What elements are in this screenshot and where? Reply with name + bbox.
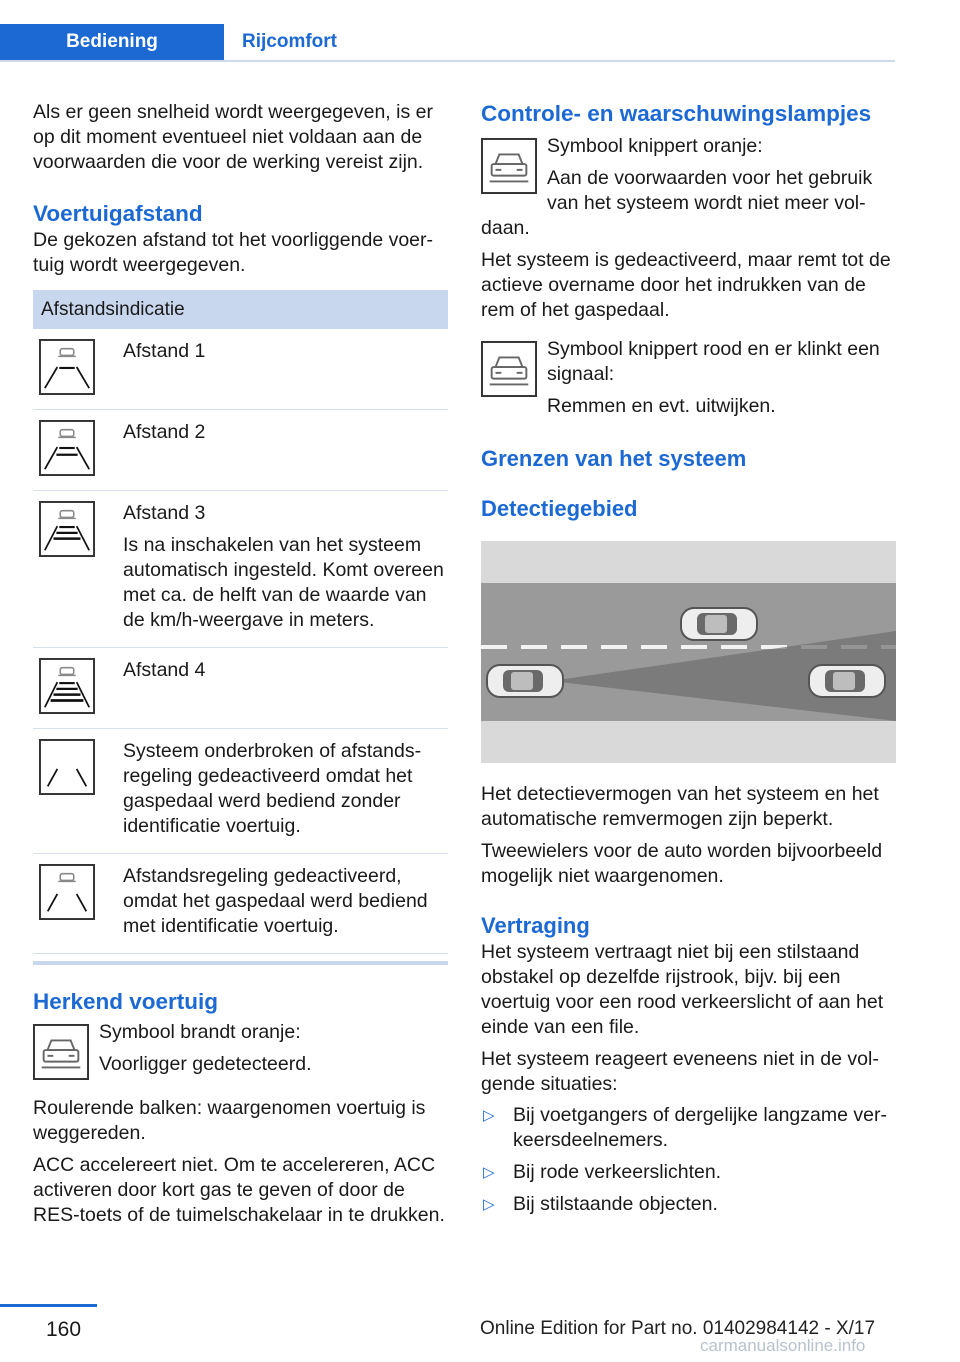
- table-row: [33, 729, 448, 854]
- distance-3-icon: [39, 501, 95, 557]
- recognized-line-2: Voorligger gedetecteerd.: [99, 1053, 312, 1075]
- car-ahead-icon: [809, 665, 885, 697]
- list-item: ▷ Bij rode verkeerslichten.: [483, 1161, 722, 1183]
- vertraging-paragraph-2: Het systeem reageert eveneens niet in de volgende situaties:: [481, 1048, 879, 1095]
- section-title-detectiegebied: Detectiegebied: [481, 496, 638, 521]
- rolling-bars-paragraph: Roulerende balken: waargenomen voertuig is weggereden.: [33, 1097, 426, 1144]
- detection-area-diagram: [481, 541, 896, 763]
- table-header: Afstandsindicatie: [33, 290, 448, 329]
- situation-list: [481, 1103, 896, 1217]
- warning-red-line-2: Remmen en evt. uitwijken.: [547, 395, 776, 417]
- table-row: [33, 329, 448, 410]
- vehicle-warning-red-icon: [481, 341, 537, 397]
- left-column: [33, 100, 448, 1228]
- distance-off-icon: [39, 739, 95, 795]
- voertuigafstand-text: De gekozen afstand tot het voorliggende voertuig wordt weergegeven.: [33, 229, 434, 276]
- section-title-herkend-voertuig: Herkend voertuig: [33, 989, 219, 1014]
- page-number: 160: [46, 1318, 82, 1341]
- distance-off-vehicle-icon: [39, 864, 95, 920]
- distance-2-icon: [39, 420, 95, 476]
- watermark-text: carmanualsonline.info: [700, 1336, 866, 1355]
- table-row: [33, 491, 448, 648]
- deactivated-paragraph: Het systeem is gedeactiveerd, maar remt tot de actieve overname door het indrukken van de rem of het gaspedaal.: [481, 249, 891, 321]
- edition-text: Online Edition for Part no. 01402984142 - X/17: [480, 1318, 876, 1339]
- vehicle-detected-icon: [33, 1024, 89, 1080]
- header-tabs: [0, 24, 895, 62]
- table-row: [33, 854, 448, 954]
- vertraging-paragraph-1: Het systeem vertraagt niet bij een stilstaand obstakel op dezelfde rijstrook, bijv. bij een voertuig voor een rood verkeerslicht of aan het einde van een file.: [481, 941, 884, 1038]
- row-label: Afstand 1: [123, 340, 206, 362]
- section-title-controle: Controle- en waarschuwingslampjes: [481, 101, 872, 126]
- triangle-bullet-icon: ▷: [483, 1196, 495, 1213]
- recognized-line-1: Symbool brandt oranje:: [99, 1021, 301, 1043]
- tab-bediening[interactable]: Bediening: [0, 24, 224, 60]
- distance-table: [33, 290, 448, 965]
- row-label: Afstand 4: [123, 659, 206, 681]
- distance-4-icon: [39, 658, 95, 714]
- triangle-bullet-icon: ▷: [483, 1107, 495, 1124]
- acc-paragraph: ACC accelereert niet. Om te accelereren, ACC activeren door kort gas te geven of door de RES-toets of de tuimelschakelaar in te drukken.: [33, 1154, 445, 1226]
- detection-paragraph-1: Het detectievermogen van het systeem en het automatische remvermogen zijn beperkt.: [481, 783, 879, 830]
- row-description: Is na inschakelen van het systeem automatisch ingesteld. Komt overeen met ca. de helft van de waarde van de km/h-weergave in meters.: [123, 534, 444, 631]
- warning-red-line-1: Symbool knippert rood en er klinkt een signaal:: [547, 338, 880, 385]
- row-label: Afstand 2: [123, 421, 206, 443]
- table-row: [33, 648, 448, 729]
- distance-1-icon: [39, 339, 95, 395]
- warning-orange-block: [481, 134, 896, 241]
- section-title-grenzen: Grenzen van het systeem: [481, 446, 747, 471]
- row-label: Systeem onderbroken of afstandsregeling gedeactiveerd omdat het gaspedaal werd bediend zonder identificatie voertuig.: [123, 740, 422, 837]
- row-label: Afstand 3: [123, 502, 206, 524]
- warning-red-block: [481, 337, 896, 419]
- car-other-lane-icon: [681, 608, 757, 640]
- table-row: [33, 410, 448, 491]
- intro-paragraph: Als er geen snelheid wordt weergegeven, is er op dit moment eventueel niet voldaan aan de voorwaarden die voor de werking vereist zijn.: [33, 101, 433, 173]
- warning-orange-line-2: Aan de voorwaarden voor het gebruik van het systeem wordt niet meer voldaan.: [481, 167, 873, 239]
- car-rear-icon: [487, 665, 563, 697]
- vehicle-warning-orange-icon: [481, 138, 537, 194]
- row-label: Afstandsregeling gedeactiveerd, omdat het gaspedaal werd bediend met identificatie voertuig.: [123, 865, 428, 937]
- footer-rule: [0, 1304, 97, 1307]
- tab-rijcomfort[interactable]: Rijcomfort: [242, 31, 337, 52]
- triangle-bullet-icon: ▷: [483, 1164, 495, 1181]
- recognized-vehicle-block: [33, 1020, 448, 1086]
- right-column: [481, 100, 896, 1224]
- list-item: ▷ Bij stilstaande objecten.: [483, 1193, 718, 1215]
- section-title-voertuigafstand: Voertuigafstand: [33, 201, 203, 226]
- warning-orange-line-1: Symbool knippert oranje:: [547, 135, 763, 157]
- detection-paragraph-2: Tweewielers voor de auto worden bijvoorbeeld mogelijk niet waargenomen.: [481, 840, 883, 887]
- list-item: ▷ Bij voetgangers of dergelijke langzame verkeersdeelnemers.: [483, 1104, 887, 1151]
- table-bottom-rule: [33, 961, 448, 965]
- section-title-vertraging: Vertraging: [481, 913, 590, 938]
